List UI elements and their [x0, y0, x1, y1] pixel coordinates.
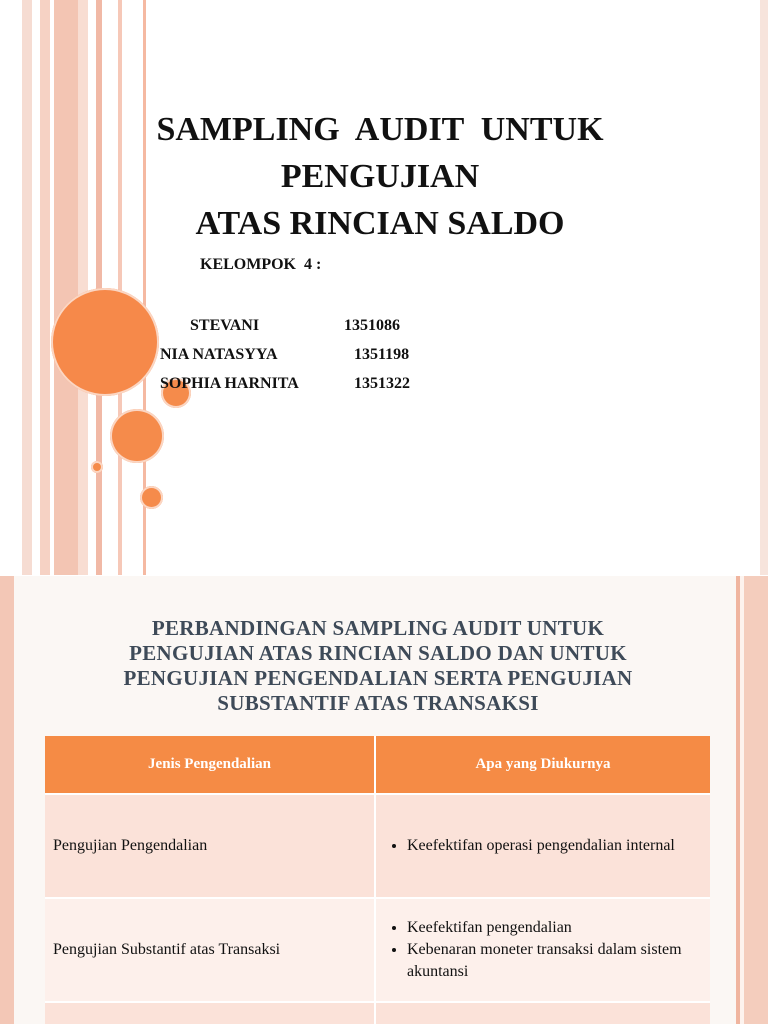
member-name: NIA NATASYYA — [160, 346, 278, 363]
decorative-stripe — [744, 576, 768, 1024]
decorative-circle — [140, 486, 163, 509]
decorative-stripe — [40, 0, 50, 575]
row-label: Pengujian Substantif atas Transaksi — [45, 898, 375, 1002]
table-row — [45, 794, 710, 898]
decorative-circle — [91, 461, 103, 473]
row-items — [375, 898, 710, 1002]
table-row — [45, 1002, 710, 1024]
title-line: SAMPLING AUDIT UNTUK — [156, 111, 604, 148]
title-line: SUBSTANTIF ATAS TRANSAKSI — [217, 691, 539, 715]
decorative-stripe — [760, 0, 768, 575]
list-item: • Kebenaran moneter transaksi dalam sistem akuntansi — [407, 939, 709, 983]
row-label — [45, 1002, 375, 1024]
row-items — [375, 1002, 710, 1024]
title-line: PENGUJIAN PENGENDALIAN SERTA PENGUJIAN — [123, 666, 633, 690]
bullet-list — [377, 917, 709, 983]
comparison-table — [45, 736, 710, 1024]
decorative-stripe — [78, 0, 88, 575]
decorative-circle — [51, 288, 159, 396]
decorative-stripe — [0, 576, 14, 1024]
row-items — [375, 794, 710, 898]
list-item: • Keefektifan operasi pengendalian internal — [407, 835, 709, 857]
title-line: ATAS RINCIAN SALDO — [195, 205, 565, 242]
title-line: PENGUJIAN ATAS RINCIAN SALDO DAN UNTUK — [129, 641, 627, 665]
member-id: 1351086 — [344, 317, 400, 334]
member-name: SOPHIA HARNITA — [160, 375, 299, 392]
decorative-stripe — [22, 0, 32, 575]
member-id: 1351322 — [354, 375, 410, 392]
member-name: STEVANI — [190, 317, 260, 334]
title-line: PENGUJIAN — [280, 158, 480, 195]
member-id: 1351198 — [354, 346, 410, 363]
decorative-stripe — [54, 0, 78, 575]
row-label: Pengujian Pengendalian — [45, 794, 375, 898]
table-row — [45, 898, 710, 1002]
column-header: Apa yang Diukurnya — [375, 736, 710, 794]
decorative-circle — [110, 409, 164, 463]
decorative-stripe — [118, 0, 122, 575]
slide-2-title — [60, 616, 696, 716]
decorative-stripe — [736, 576, 740, 1024]
slide-2 — [0, 576, 768, 1024]
group-label: KELOMPOK 4 : — [200, 256, 322, 273]
column-header: Jenis Pengendalian — [45, 736, 375, 794]
title-line: PERBANDINGAN SAMPLING AUDIT UNTUK — [151, 616, 605, 640]
bullet-list — [377, 835, 709, 857]
list-item: • Keefektifan pengendalian — [407, 917, 709, 939]
slide-1-title — [110, 106, 650, 247]
table-header-row — [45, 736, 710, 794]
